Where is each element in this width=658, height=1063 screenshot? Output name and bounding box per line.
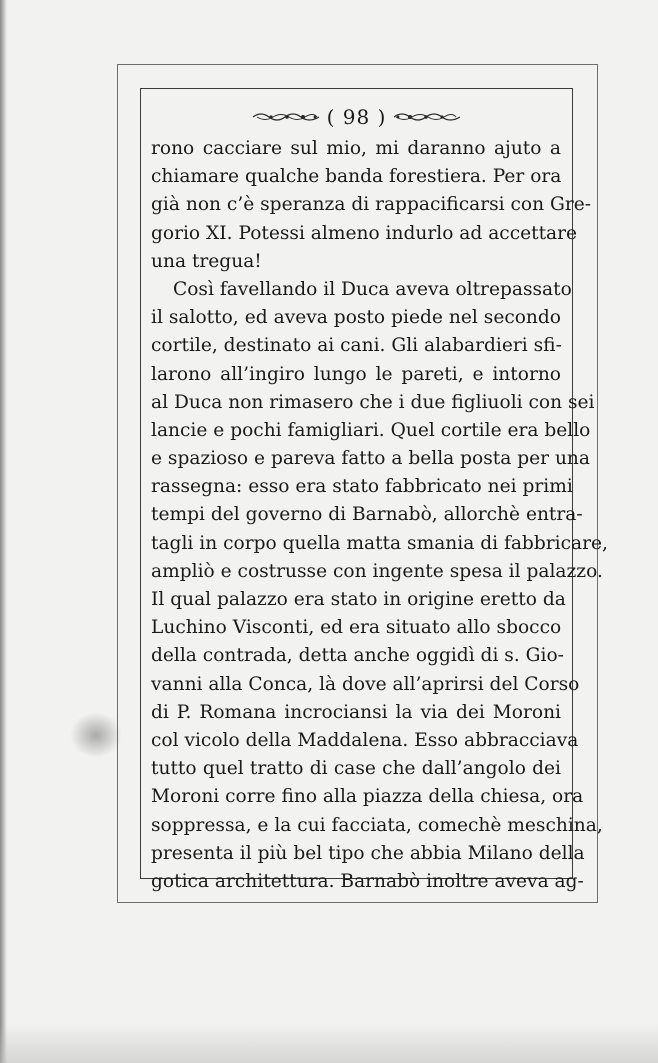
text-line: larono all’ingiro lungo le pareti, e intorno — [151, 363, 561, 385]
text-line: una tregua! — [151, 250, 262, 272]
page-bottom-shadow — [0, 1023, 658, 1063]
text-line: vanni alla Conca, là dove all’aprirsi del Corso — [151, 673, 580, 695]
text-line: tagli in corpo quella matta smania di fabbricare, — [151, 532, 608, 554]
page-left-edge — [0, 0, 7, 1063]
text-line: Moroni corre fino alla piazza della chiesa, ora — [151, 786, 584, 808]
text-line: rassegna: esso era stato fabbricato nei primi — [151, 476, 573, 498]
text-line: tutto quel tratto di case che dall’angolo dei — [151, 758, 561, 780]
text-line: chiamare qualche banda forestiera. Per ora — [151, 166, 562, 188]
text-line: e spazioso e pareva fatto a bella posta per una — [151, 448, 590, 470]
text-line: rono cacciare sul mio, mi daranno ajuto a — [151, 138, 561, 159]
text-line: presenta il più bel tipo che abbia Milano della — [151, 842, 585, 864]
text-line: gotica architettura. Barnabò inoltre aveva ag- — [151, 870, 584, 892]
text-line: di P. Romana incrociansi la via dei Moroni — [151, 701, 561, 723]
left-ornament-icon — [251, 110, 321, 124]
right-ornament-icon — [392, 110, 462, 124]
text-line: soppressa, e la cui facciata, comechè meschina, — [151, 814, 603, 836]
text-line: al Duca non rimasero che i due figliuoli con sei — [151, 391, 595, 413]
text-line: lancie e pochi famigliari. Quel cortile era bello — [151, 419, 591, 441]
text-line: Luchino Visconti, ed era situato allo sbocco — [151, 617, 562, 639]
paper-stain — [70, 712, 122, 758]
text-line: ampliò e costrusse con ingente spesa il palazzo. — [151, 560, 603, 582]
body-text — [151, 135, 608, 896]
text-line: il salotto, ed aveva posto piede nel secondo — [151, 307, 561, 329]
text-line: Il qual palazzo era stato in origine eretto da — [151, 589, 566, 610]
text-line: Così favellando il Duca aveva oltrepassato — [173, 278, 572, 300]
text-line: col vicolo della Maddalena. Esso abbracciava — [151, 729, 579, 751]
text-line: già non c’è speranza di rappacificarsi con Gre- — [151, 194, 592, 216]
text-line: cortile, destinato ai cani. Gli alabardieri sfi- — [151, 335, 562, 357]
page-header — [140, 100, 573, 134]
text-line: tempi del governo di Barnabò, allorchè entra- — [151, 504, 583, 526]
text-line: della contrada, detta anche oggidì di s. Gio- — [151, 645, 564, 667]
page-number: ( 98 ) — [326, 105, 387, 129]
text-line: gorio XI. Potessi almeno indurlo ad accettare — [151, 222, 578, 244]
